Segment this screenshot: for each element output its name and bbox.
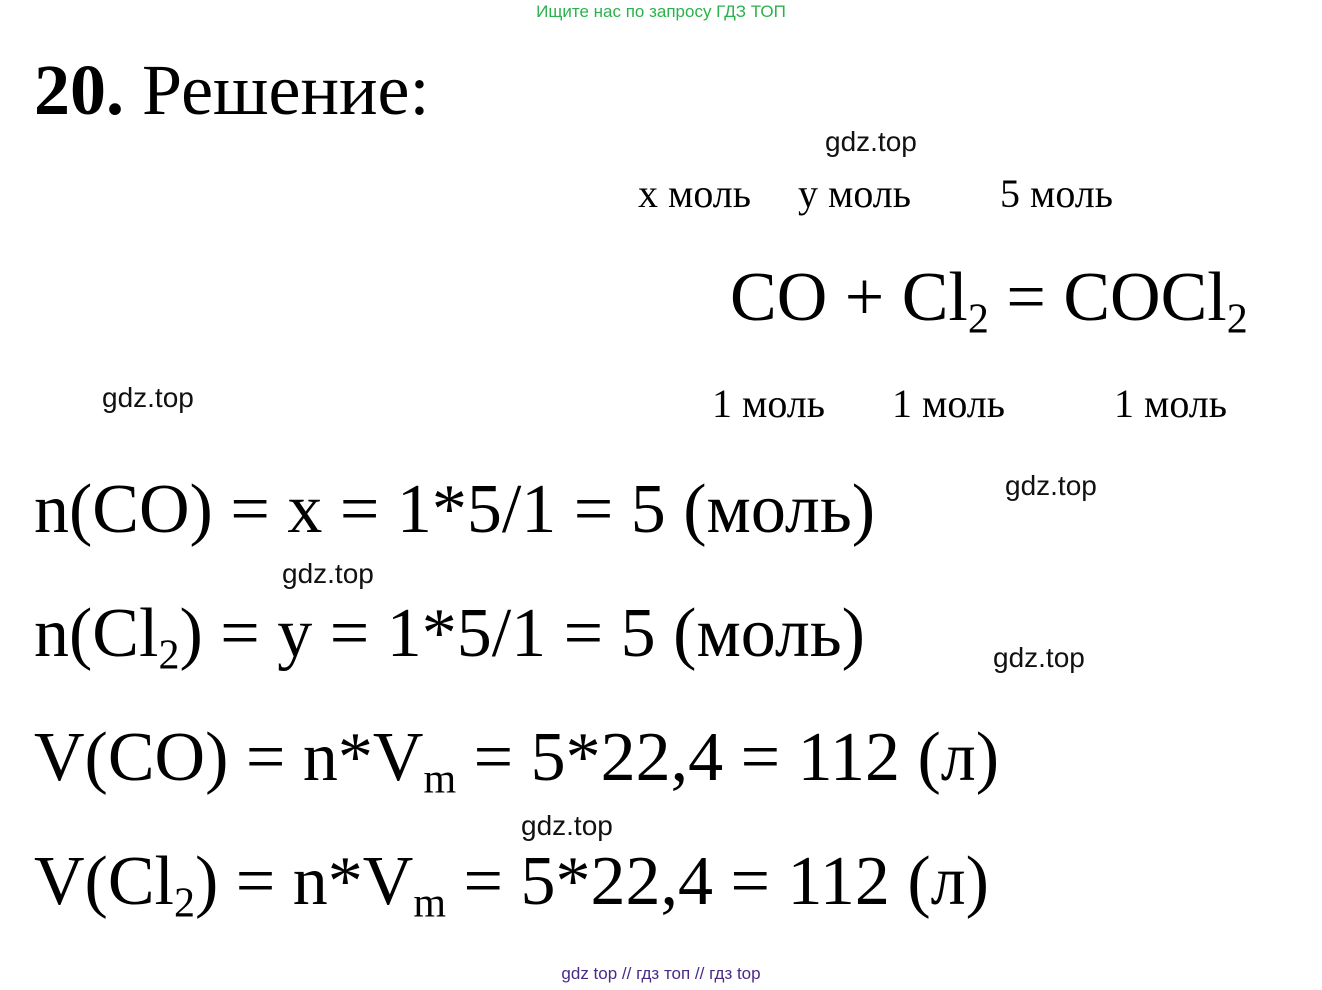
watermark: gdz.top [993,642,1085,673]
solution-title: Решение: [142,50,430,130]
mol-label-cl2-below: 1 моль [892,381,1005,426]
watermark: gdz.top [825,126,917,157]
mol-label-cocl2-below: 1 моль [1114,381,1227,426]
watermark: gdz.top [282,558,374,589]
calc-line-v-co: $V(CO) = n*V_m = 5*22,4 = 112$ (л) [34,719,1000,803]
problem-number: 20. [34,50,124,130]
top-banner: Ищите нас по запросу ГДЗ ТОП [536,2,786,21]
calc-line-n-cl2: $n(Cl_2) = y = 1*5/1 = 5$ (моль) [34,595,865,679]
watermark: gdz.top [521,810,613,841]
mol-label-co-above: x моль [638,171,751,216]
watermark: gdz.top [1005,470,1097,501]
solution-heading [34,48,429,132]
mol-label-cl2-above: y моль [798,171,911,216]
mol-label-cocl2-above: 5 моль [1000,171,1113,216]
watermark: gdz.top [102,382,194,413]
calc-line-v-cl2: $V(Cl_2) = n*V_m = 5*22,4 = 112$ (л) [34,843,989,927]
footer-watermark: gdz top // гдз топ // гдз top [561,964,761,983]
reaction-equation: CO + $Cl_2$ = COCl$_2$ [730,259,1248,343]
calc-line-n-co: n(CO) = x = 1*5/1 = 5 (моль) [34,471,876,548]
mol-label-co-below: 1 моль [712,381,825,426]
